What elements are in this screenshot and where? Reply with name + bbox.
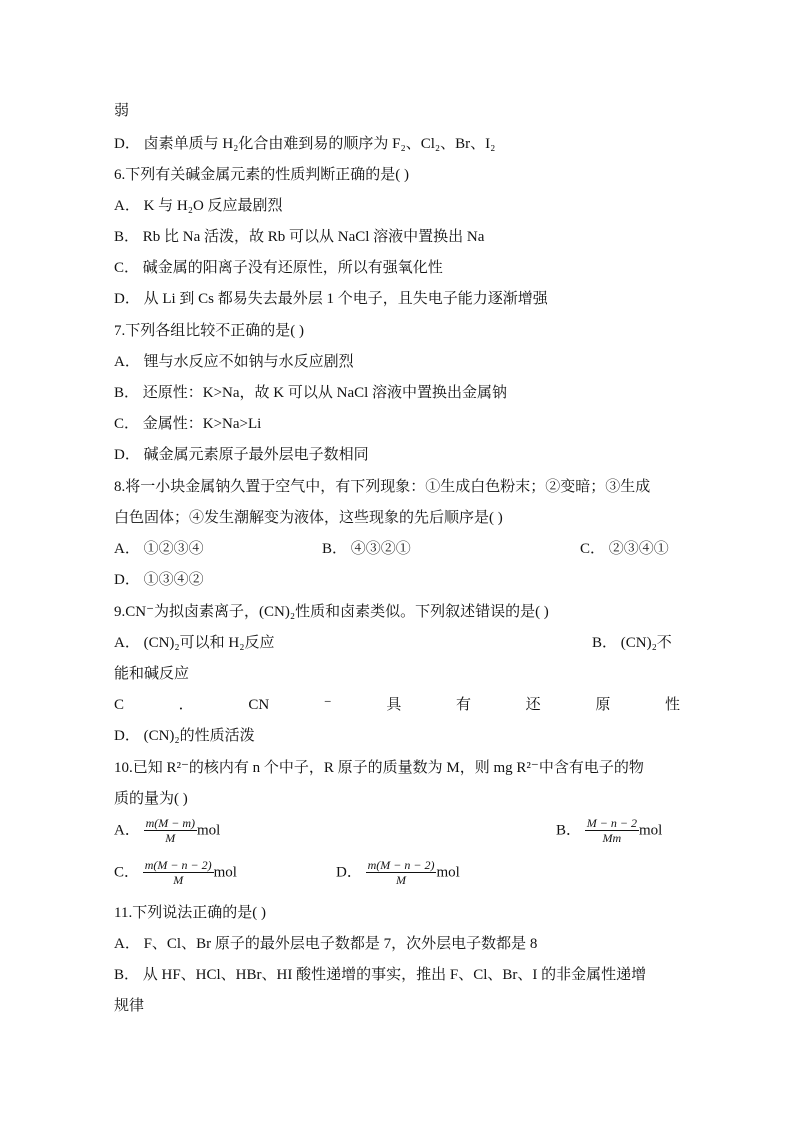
option-a: A． ①②③④: [114, 541, 204, 557]
option-c: C． ②③④①: [580, 541, 669, 557]
option-d: D． (CN)₂的性质活泼: [114, 728, 255, 744]
question-8: 8.将一小块金属钠久置于空气中，有下列现象：①生成白色粉末；②变暗；③生成: [114, 479, 651, 495]
question-7: 7.下列各组比较不正确的是( ): [114, 323, 304, 339]
numerator: m(M − n − 2): [144, 858, 212, 872]
fraction: [366, 858, 437, 887]
option-a: A． F、Cl、Br 原子的最外层电子数都是 7，次外层电子数都是 8: [114, 936, 538, 952]
question-9: 9.CN⁻为拟卤素离子，(CN)₂性质和卤素类似。下列叙述错误的是( ): [114, 604, 549, 620]
denominator: M: [396, 873, 407, 887]
option-a: A． (CN)₂可以和 H₂反应: [114, 635, 275, 651]
question-8-cont: 白色固体；④发生潮解变为液体，这些现象的先后顺序是( ): [114, 510, 503, 526]
justified-char: 还: [525, 697, 541, 713]
justified-char: C: [114, 697, 125, 713]
option-c: C． 金属性：K>Na>Li: [114, 416, 262, 432]
question-10: 10.已知 R²⁻的核内有 n 个中子，R 原子的质量数为 M，则 mg R²⁻中含有电子的物: [114, 760, 644, 776]
option-d: D． 从 Li 到 Cs 都易失去最外层 1 个电子，且失电子能力逐渐增强: [114, 291, 548, 307]
justified-char: CN: [248, 697, 270, 713]
fraction: [585, 816, 639, 845]
unit: mol: [638, 822, 663, 839]
fraction: [144, 816, 197, 845]
text-line: 弱: [114, 103, 130, 119]
option-b: B． 从 HF、HCl、HBr、HI 酸性递增的事实，推出 F、Cl、Br、I 的非金属性递增: [114, 967, 647, 983]
option-label: A．: [114, 822, 140, 839]
option-label: C．: [114, 864, 140, 881]
option-c: [114, 695, 680, 715]
numerator: m(M − n − 2): [367, 858, 435, 872]
option-a: A． 锂与水反应不如钠与水反应剧烈: [114, 354, 354, 370]
denominator: Mm: [602, 831, 622, 845]
option-c: [114, 858, 237, 887]
option-c: C． 碱金属的阳离子没有还原性，所以有强氧化性: [114, 260, 443, 276]
option-b-cont: 能和碱反应: [114, 666, 190, 682]
option-d: D． 碱金属元素原子最外层电子数相同: [114, 447, 369, 463]
unit: mol: [436, 864, 460, 881]
option-b: B． Rb 比 Na 活泼，故 Rb 可以从 NaCl 溶液中置换出 Na: [114, 229, 485, 245]
option-d: D． 卤素单质与 H₂化合由难到易的顺序为 F₂、Cl₂、Br、I₂: [114, 136, 496, 152]
numerator: M − n − 2: [586, 816, 637, 830]
option-b-cont: 规律: [114, 998, 145, 1014]
option-b: B． (CN)₂不: [592, 635, 672, 651]
denominator: M: [165, 831, 176, 845]
justified-char: 原: [595, 697, 611, 713]
question-10-cont: 质的量为( ): [114, 791, 188, 807]
justified-char: 性: [664, 697, 680, 713]
unit: mol: [197, 822, 221, 839]
denominator: M: [173, 873, 184, 887]
justified-char: ⁻: [323, 697, 332, 713]
option-b: B． ④③②①: [322, 541, 411, 557]
option-a: A． K 与 H₂O 反应最剧烈: [114, 198, 283, 214]
option-label: B．: [556, 822, 582, 839]
option-b: B． 还原性：K>Na，故 K 可以从 NaCl 溶液中置换出金属钠: [114, 385, 508, 401]
unit: mol: [213, 864, 237, 881]
option-b: [556, 816, 662, 845]
question-6: 6.下列有关碱金属元素的性质判断正确的是( ): [114, 167, 409, 183]
justified-char: 具: [386, 697, 402, 713]
justified-char: ．: [178, 697, 194, 713]
option-label: D．: [336, 864, 362, 881]
option-a: [114, 816, 220, 845]
question-11: 11.下列说法正确的是( ): [114, 905, 266, 921]
option-d: [336, 858, 460, 887]
fraction: [143, 858, 214, 887]
justified-char: 有: [456, 697, 472, 713]
numerator: m(M − m): [145, 816, 196, 830]
option-d: D． ①③④②: [114, 572, 204, 588]
